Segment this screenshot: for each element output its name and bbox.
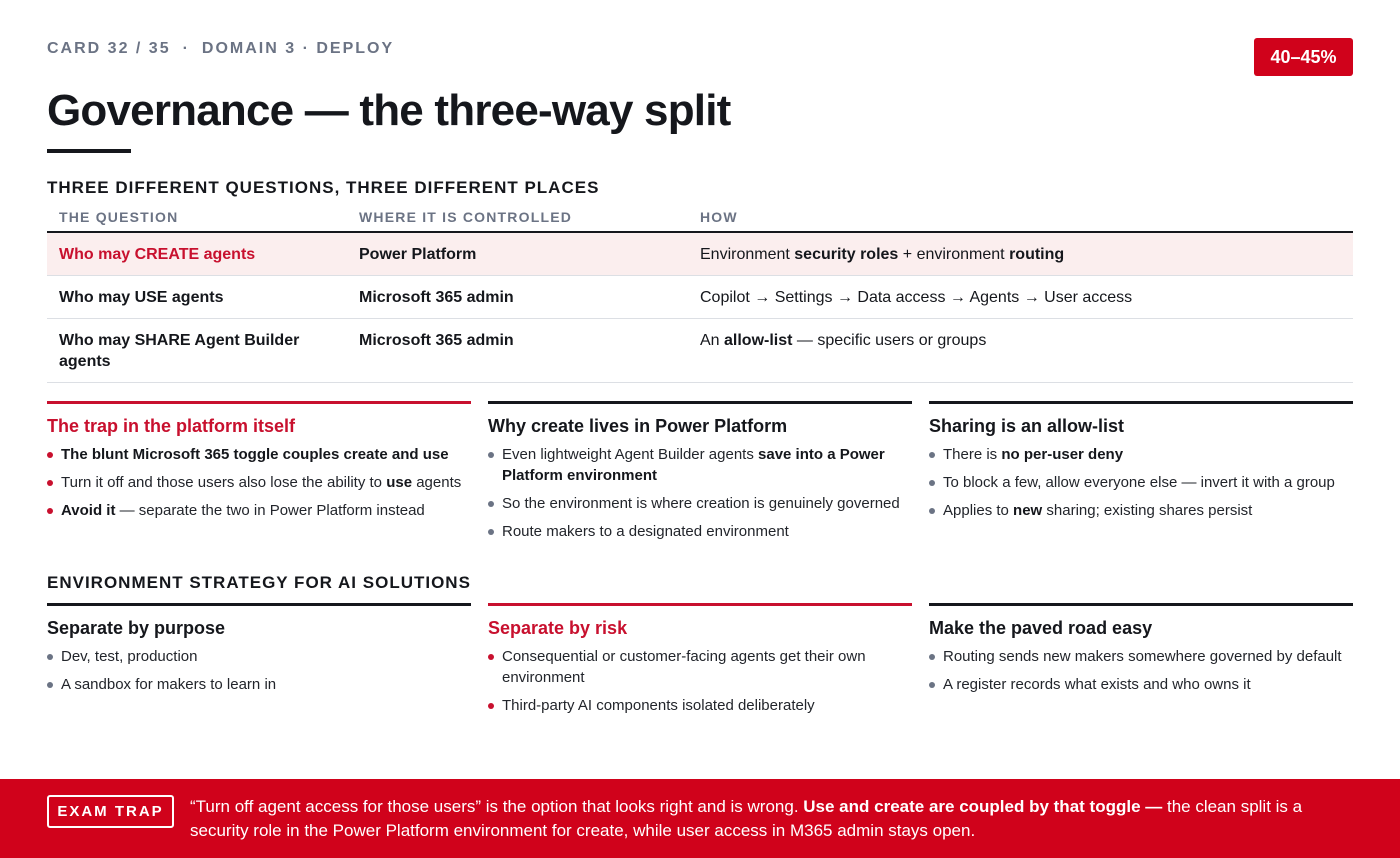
column-header-how: HOW xyxy=(700,209,738,225)
emphasis-text: routing xyxy=(1009,246,1065,263)
emphasis-text: allow-list xyxy=(724,332,793,349)
emphasis-text: use xyxy=(386,474,413,491)
domain-label: DOMAIN 3 · DEPLOY xyxy=(201,40,395,57)
card-separate-purpose xyxy=(47,603,471,702)
list-item xyxy=(47,444,471,465)
list-item xyxy=(488,521,912,542)
governance-table xyxy=(47,205,1353,383)
text-run: A register records what exists and who owns it xyxy=(943,676,1251,693)
text-run: — separate the two in Power Platform instead xyxy=(115,502,425,519)
section-heading-questions: THREE DIFFERENT QUESTIONS, THREE DIFFERENT PLACES xyxy=(47,178,600,197)
text-run: agents xyxy=(412,474,462,491)
card-title: Why create lives in Power Platform xyxy=(488,416,788,436)
list-item xyxy=(488,444,912,486)
list-item xyxy=(47,472,471,493)
card-title: The trap in the platform itself xyxy=(47,416,296,436)
list-item xyxy=(488,493,912,514)
text-run: “Turn off agent access for those users” is the option that looks right and is wrong. xyxy=(190,797,804,816)
section-heading-environment: ENVIRONMENT STRATEGY FOR AI SOLUTIONS xyxy=(47,573,471,592)
text-run: Applies to xyxy=(943,502,1014,519)
emphasis-text: The blunt Microsoft 365 toggle couples create and use xyxy=(61,446,449,463)
card-list xyxy=(47,646,471,695)
exam-trap-tag: EXAM TRAP xyxy=(47,795,174,828)
card-kicker xyxy=(47,40,394,58)
text-run: Copilot → Settings → Data access → Agents → User access xyxy=(700,289,1133,306)
table-row xyxy=(47,233,1353,276)
table-row xyxy=(47,319,1353,383)
page-title: Governance — the three-way split xyxy=(47,86,731,135)
text-run: Turn it off and those users also lose the ability to xyxy=(61,474,387,491)
text-run: Environment xyxy=(700,246,795,263)
card-title: Separate by risk xyxy=(488,618,628,638)
card-title: Separate by purpose xyxy=(47,618,226,638)
row-question: Who may CREATE agents xyxy=(59,246,256,263)
kicker-separator: · xyxy=(182,40,190,57)
emphasis-text: Use and create are coupled by that toggle — xyxy=(803,797,1163,816)
card-why-create xyxy=(488,401,912,549)
card-list xyxy=(488,444,912,542)
row-how xyxy=(688,233,1353,275)
card-title: Make the paved road easy xyxy=(929,618,1153,638)
text-run: — specific users or groups xyxy=(792,332,987,349)
list-item xyxy=(47,646,471,667)
emphasis-text: save into a Power Platform environment xyxy=(502,446,885,484)
text-run: Third-party AI components isolated deliberately xyxy=(502,697,815,714)
emphasis-text: security roles xyxy=(794,246,899,263)
exam-trap-text xyxy=(190,795,1360,843)
table-header xyxy=(47,205,1353,233)
title-underline xyxy=(47,149,131,153)
list-item xyxy=(47,500,471,521)
card-list xyxy=(47,444,471,521)
card-separate-risk xyxy=(488,603,912,723)
row-how xyxy=(688,276,1353,318)
row-where: Microsoft 365 admin xyxy=(359,332,514,349)
card-title: Sharing is an allow-list xyxy=(929,416,1125,436)
list-item xyxy=(929,444,1353,465)
emphasis-text: Avoid it xyxy=(61,502,116,519)
list-item xyxy=(929,646,1353,667)
text-run: + environment xyxy=(898,246,1010,263)
list-item xyxy=(47,674,471,695)
row-question: Who may USE agents xyxy=(59,289,224,306)
table-row xyxy=(47,276,1353,319)
text-run: So the environment is where creation is genuinely governed xyxy=(502,495,900,512)
text-run: sharing; existing shares persist xyxy=(1042,502,1253,519)
text-run: Route makers to a designated environment xyxy=(502,523,789,540)
column-header-question: THE QUESTION xyxy=(59,209,179,225)
list-item xyxy=(929,674,1353,695)
list-item xyxy=(488,646,912,688)
row-question: Who may SHARE Agent Builder agents xyxy=(59,332,300,370)
list-item xyxy=(929,500,1353,521)
card-counter: CARD 32 / 35 xyxy=(47,40,171,57)
text-run: An xyxy=(700,332,725,349)
column-header-where: WHERE IT IS CONTROLLED xyxy=(359,209,573,225)
text-run: the clean split is a security role in the Power Platform environment for create, while user access in M365 admin stays open. xyxy=(190,797,1303,840)
text-run: There is xyxy=(943,446,1002,463)
exam-trap-banner xyxy=(0,779,1400,858)
card-list xyxy=(929,444,1353,521)
text-run: Dev, test, production xyxy=(61,648,198,665)
card-sharing xyxy=(929,401,1353,528)
list-item xyxy=(488,695,912,716)
card-list xyxy=(488,646,912,716)
emphasis-text: no per-user deny xyxy=(1001,446,1124,463)
weight-badge: 40–45% xyxy=(1254,38,1353,76)
text-run: Consequential or customer-facing agents get their own environment xyxy=(502,648,866,686)
text-run: To block a few, allow everyone else — invert it with a group xyxy=(943,474,1335,491)
row-how xyxy=(688,319,1353,382)
card-paved-road xyxy=(929,603,1353,702)
text-run: Routing sends new makers somewhere governed by default xyxy=(943,648,1342,665)
emphasis-text: new xyxy=(1013,502,1043,519)
card-platform-trap xyxy=(47,401,471,528)
row-where: Microsoft 365 admin xyxy=(359,289,514,306)
card-list xyxy=(929,646,1353,695)
text-run: Even lightweight Agent Builder agents xyxy=(502,446,759,463)
row-where: Power Platform xyxy=(359,246,477,263)
list-item xyxy=(929,472,1353,493)
text-run: A sandbox for makers to learn in xyxy=(61,676,277,693)
